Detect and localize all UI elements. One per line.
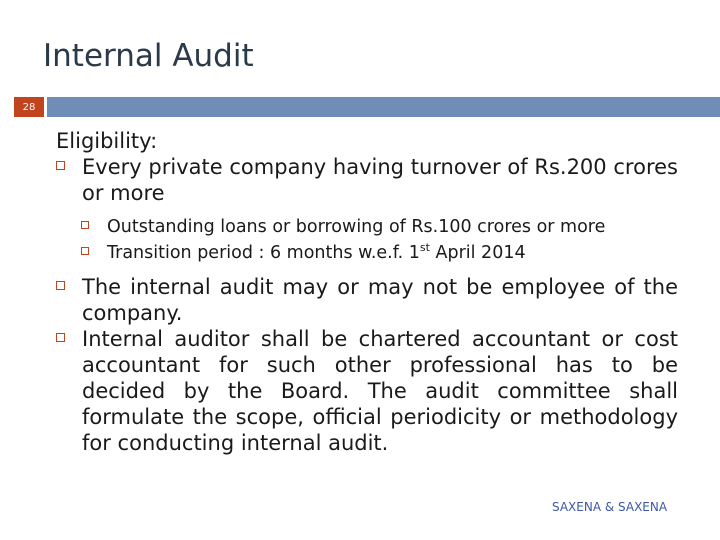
slide-title: Internal Audit bbox=[43, 38, 254, 74]
bullet-item-employee bbox=[56, 274, 678, 326]
page-number: 28 bbox=[22, 101, 36, 113]
bullet-text: The internal audit may or may not be employee of the company. bbox=[82, 275, 678, 325]
bullet-item-turnover bbox=[56, 154, 678, 206]
bullet-item-auditor bbox=[56, 326, 678, 456]
ordinal-superscript: st bbox=[419, 241, 430, 255]
section-heading: Eligibility: bbox=[56, 129, 158, 153]
title-divider-bar bbox=[47, 97, 720, 117]
sub-bullet-text-suffix: April 2014 bbox=[429, 243, 526, 263]
bullet-text: Internal auditor shall be chartered accountant or cost accountant for such other professional has to be decided by the Board. The audit committee shall formulate the scope, official periodicity or methodology for conducting internal audit. bbox=[82, 327, 678, 455]
bullet-text: Every private company having turnover of Rs.200 crores or more bbox=[82, 155, 678, 205]
page-number-badge bbox=[14, 97, 44, 117]
sub-bullet-list bbox=[56, 214, 678, 266]
square-bullet-icon bbox=[81, 221, 89, 229]
square-bullet-icon bbox=[56, 281, 65, 290]
square-bullet-icon bbox=[56, 333, 65, 342]
sub-bullet-item-loans bbox=[81, 214, 678, 240]
sub-bullet-item-transition bbox=[81, 240, 678, 266]
sub-bullet-text-prefix: Transition period : 6 months w.e.f. 1 bbox=[107, 243, 420, 263]
sub-bullet-text: Outstanding loans or borrowing of Rs.100 crores or more bbox=[107, 217, 606, 237]
square-bullet-icon bbox=[81, 247, 89, 255]
square-bullet-icon bbox=[56, 161, 65, 170]
footer-text: SAXENA & SAXENA bbox=[552, 500, 668, 514]
slide-content bbox=[56, 128, 678, 456]
